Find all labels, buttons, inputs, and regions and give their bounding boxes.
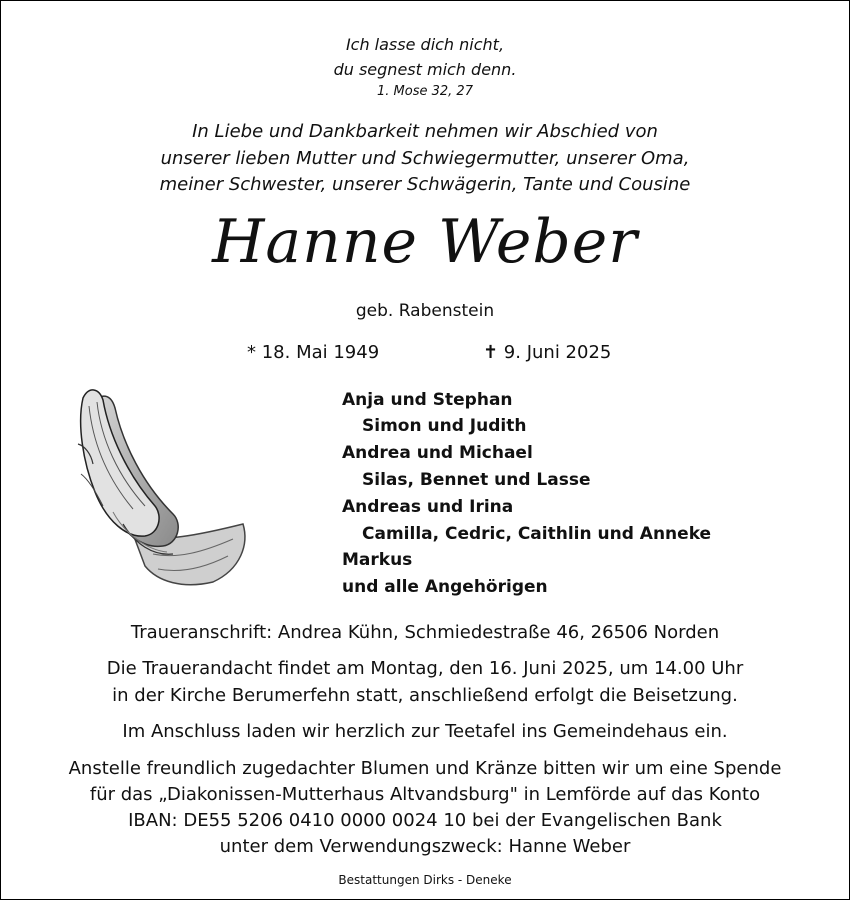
verse-reference: 1. Mose 32, 27 bbox=[377, 84, 473, 99]
family-member: Andrea und Michael bbox=[342, 443, 533, 463]
death-date: ✝ 9. Juni 2025 bbox=[483, 342, 612, 363]
family-member: Markus bbox=[342, 550, 413, 570]
donation-line-2: für das „Diakonissen-Mutterhaus Altvandsburg" in Lemförde auf das Konto bbox=[89, 784, 761, 805]
intro-line-1: In Liebe und Dankbarkeit nehmen wir Abschied von bbox=[192, 121, 658, 142]
deceased-name: Hanne Weber bbox=[212, 207, 638, 277]
funeral-home: Bestattungen Dirks - Deneke bbox=[338, 873, 512, 887]
donation-line-3: IBAN: DE55 5206 0410 0000 0024 10 bei der Evangelischen Bank bbox=[128, 810, 722, 831]
verse-line-2: du segnest mich denn. bbox=[333, 60, 517, 79]
family-member: und alle Angehörigen bbox=[342, 577, 548, 597]
family-member: Simon und Judith bbox=[362, 416, 527, 436]
donation-line-4: unter dem Verwendungszweck: Hanne Weber bbox=[219, 836, 631, 857]
intro-line-2: unserer lieben Mutter und Schwiegermutter, unserer Oma, bbox=[160, 148, 690, 169]
donation-line-1: Anstelle freundlich zugedachter Blumen und Kränze bitten wir um eine Spende bbox=[68, 758, 782, 779]
service-line-1: Die Trauerandacht findet am Montag, den 16. Juni 2025, um 14.00 Uhr bbox=[106, 658, 744, 679]
family-member: Andreas und Irina bbox=[342, 497, 514, 517]
service-line-2: in der Kirche Berumerfehn statt, anschließend erfolgt die Beisetzung. bbox=[112, 685, 738, 706]
family-member: Camilla, Cedric, Caithlin und Anneke bbox=[362, 524, 712, 544]
family-member: Silas, Bennet und Lasse bbox=[362, 470, 591, 490]
verse-line-1: Ich lasse dich nicht, bbox=[345, 35, 505, 54]
birth-name: geb. Rabenstein bbox=[355, 301, 495, 321]
mourning-address: Traueranschrift: Andrea Kühn, Schmiedestraße 46, 26506 Norden bbox=[130, 622, 720, 643]
invitation-text: Im Anschluss laden wir herzlich zur Teetafel ins Gemeindehaus ein. bbox=[122, 721, 728, 742]
family-member: Anja und Stephan bbox=[342, 390, 513, 410]
birth-date: * 18. Mai 1949 bbox=[247, 342, 380, 363]
intro-line-3: meiner Schwester, unserer Schwägerin, Tante und Cousine bbox=[159, 174, 691, 195]
praying-hands-icon bbox=[63, 384, 253, 594]
